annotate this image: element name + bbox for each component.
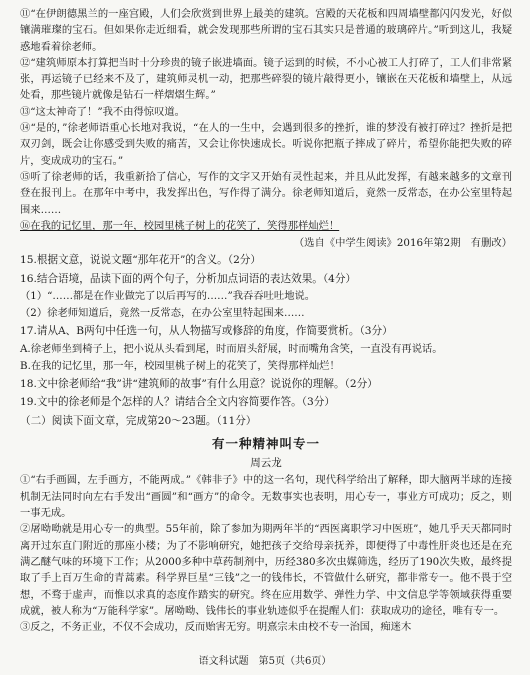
story-continued bbox=[20, 6, 512, 251]
article bbox=[20, 434, 512, 635]
article-paragraph-3: ③反之，不务正业，不仅不会成功，反而贻害无穷。明熹宗未由校不专一治国，痴迷木 bbox=[20, 621, 412, 634]
question-16-item-2: （2）徐老师知道后，竟然一反常态，在办公室里特起围来…… bbox=[20, 307, 305, 320]
article-author: 周云龙 bbox=[250, 457, 282, 470]
article-paragraph-2: ②屠呦呦就是用心专一的典型。55年前，除了参加为期两年半的“西医离职学习中医班”，她几乎天天都同时离开过东直门附近的那座小楼；为了不影响研究，她把孩子交给母亲抚养，即便得了中毒性肝炎也还是在充满乙醚气味的环境下工作；从2000多种中草药制剂中，历经380多次虫媒筛选，经历了190次失败，最终提取了手上百万生命的青蒿素。科学界巨星“三钱”之一的钱伟长，不管做什么研究，都非常专一。他不畏于空想，不骛于虚声，而惟以求真的态度作踏实的研究。终在应用数学、弹性力学、中文信息学等领域获得重要成就，被人称为“万能科学家”。屠呦呦、钱伟长的事业轨迹似乎在提醒人们：获取成功的途径，唯有专一。 bbox=[20, 523, 512, 617]
paragraph-15: ⑮听了徐老师的话，我重新拾了信心，写作的文字又开始有灵性起来，并且从此发挥，有越来越多的文章刊登在报刊上。在那年中考中，我发挥出色，写作得了满分。徐老师知道后，竟然一反常态，在办公室里特起围来…… bbox=[20, 170, 512, 216]
question-16: 16.结合语境，品读下面的两个句子，分析加点词语的表达效果。（4分） bbox=[20, 272, 357, 285]
question-17: 17.请从A、B两句中任选一句，从人物描写或修辞的角度，作简要赏析。（3分） bbox=[20, 325, 393, 338]
page-footer: 语文科试题 第5页（共6页） bbox=[198, 656, 332, 667]
article-paragraph-1: ①“右手画圆，左手画方，不能两成。”《韩非子》中的这一名句，现代科学给出了解释，即大脑两半球的连接机制无法同时向左右手发出“画圆”和“画方”的命令。无数事实也表明，用心专一，事业方可成功；反之，则一事无成。 bbox=[20, 474, 512, 520]
paragraph-12: ⑫“建筑师原本打算把当时十分珍贵的镜子嵌进墙面。镜子运到的时候，不小心被工人打碎了，工人们非常紧张，再运镜子已经来不及了，建筑师灵机一动，把那些碎裂的镜片敲得更小，镶嵌在天花板和墙壁上，从远处看，那些镜片就像是钻石一样熠熠生辉。” bbox=[20, 56, 512, 102]
question-16-item-1: （1）“……都是在作业做完了以后再写的……”我吞吞吐吐地说。 bbox=[20, 290, 316, 303]
paragraph-16: ⑯在我的记忆里，那一年，校园里桃子树上的花笑了，笑得那样灿烂！ bbox=[20, 219, 340, 232]
questions-section bbox=[20, 251, 512, 430]
paragraph-13: ⑬“这太神奇了！”我不由得惊叹道。 bbox=[20, 105, 185, 118]
paragraph-14: ⑭“是的，”徐老师语重心长地对我说，“在人的一生中，会遇到很多的挫折，谁的梦没有被打碎过？挫折是把双刃剑，既会让你感受到失败的痛苦，又会让你快速成长。听说你把瓶子摔成了碎片，希望你能把失败的碎片，变成成功的宝石。” bbox=[20, 122, 512, 167]
section-2-instruction: （二）阅读下面文章，完成第20～23题。（11分） bbox=[20, 414, 257, 427]
question-15: 15.根据文意，说说文题“那年花开”的含义。（2分） bbox=[20, 254, 261, 267]
paragraph-11: ⑪“在伊朗德黑兰的一座宫殿，人们会欣赏到世界上最美的建筑。宫殿的天花板和四周墙壁都闪闪发光，好似镶满璀璨的宝石。但如果你走近细看，就会发现那些所谓的宝石其实只是普通的玻璃碎片。”听到这儿，我疑惑地看着徐老师。 bbox=[20, 8, 512, 53]
source-note: （选自《中学生阅读》2016年第2期 有删改） bbox=[293, 237, 512, 250]
question-18: 18.文中徐老师给“我”讲“建筑师的故事”有什么用意？说说你的理解。（2分） bbox=[20, 377, 378, 390]
exam-page bbox=[20, 6, 512, 635]
article-title: 有一种精神叫专一 bbox=[211, 436, 320, 452]
question-17-option-b: B.在我的记忆里，那一年，校园里桃子树上的花笑了，笑得那样灿烂！ bbox=[20, 359, 340, 372]
question-17-option-a: A.徐老师坐到椅子上，把小说从头看到尾，时而眉头舒展，时而嘴角含笑，一直没有再说话。 bbox=[20, 342, 443, 355]
question-19: 19.文中的徐老师是个怎样的人？请结合全文内容简要作答。（3分） bbox=[20, 396, 335, 409]
